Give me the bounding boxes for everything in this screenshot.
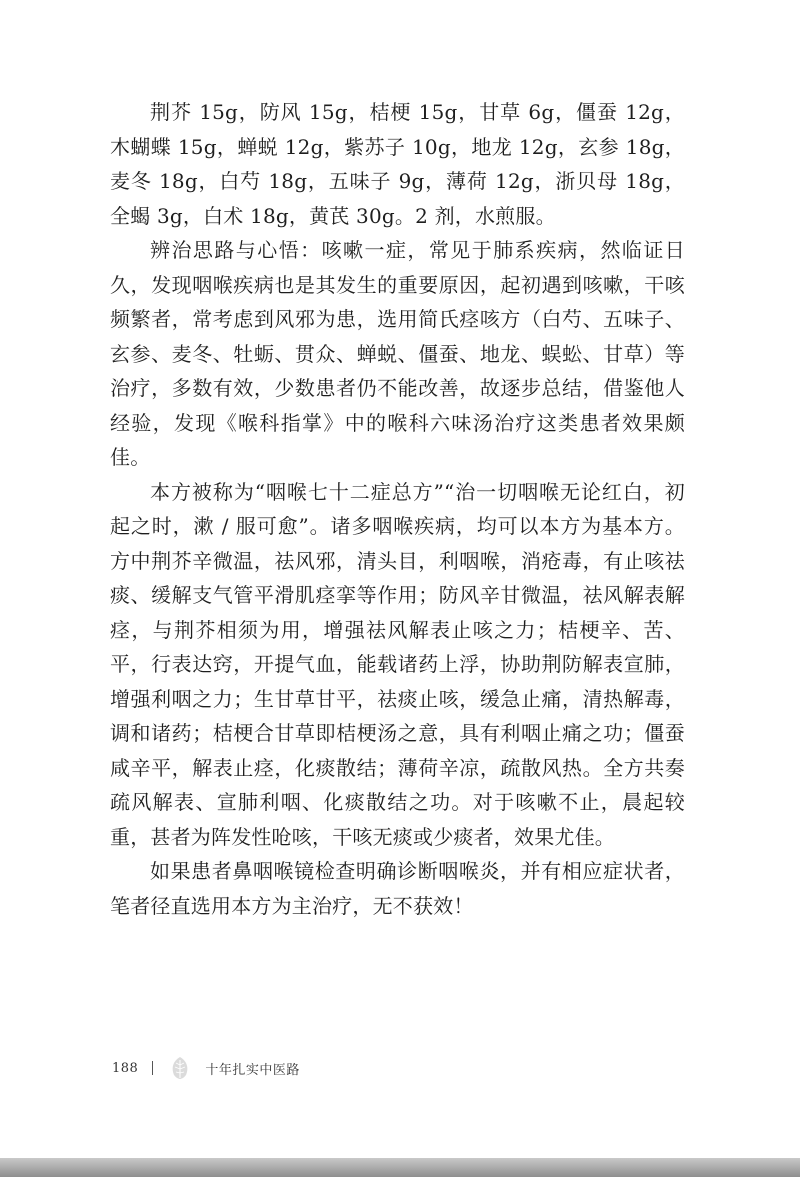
page-footer xyxy=(112,1053,300,1083)
book-title: 十年扎实中医路 xyxy=(205,1062,300,1078)
page-number: 188 xyxy=(112,1060,139,1076)
footer-divider xyxy=(152,1061,153,1075)
page-body xyxy=(110,95,685,923)
prescription-paragraph: 荆芥 15g，防风 15g，桔梗 15g，甘草 6g，僵蚕 12g，木蝴蝶 15g，蝉蜕 12g，紫苏子 10g，地龙 12g，玄参 18g，麦冬 18g，白芍 18g，五味子 9g，薄荷 12g，浙贝母 18g，全蝎 3g，白术 18g，黄芪 30g。2 剂，水煎服。 xyxy=(110,100,685,228)
conclusion-paragraph: 如果患者鼻咽喉镜检查明确诊断咽喉炎，并有相应症状者，笔者径直选用本方为主治疗，无不获效！ xyxy=(110,859,685,918)
formula-analysis-paragraph: 本方被称为“咽喉七十二症总方”“治一切咽喉无论红白，初起之时，漱 / 服可愈”。诸多咽喉疾病，均可以本方为基本方。方中荆芥辛微温，祛风邪，清头目，利咽喉，消疮毒，有止咳祛痰、缓解支气管平滑肌痉挛等作用；防风辛甘微温，祛风解表解痉，与荆芥相须为用，增强祛风解表止咳之力；桔梗辛、苦、平，行表达窍，开提气血，能载诸药上浮，协助荆防解表宣肺，增强利咽之力；生甘草甘平，祛痰止咳，缓急止痛，清热解毒，调和诸药；桔梗合甘草即桔梗汤之意，具有利咽止痛之功；僵蚕咸辛平，解表止痉，化痰散结；薄荷辛凉，疏散风热。全方共奏疏风解表、宣肺利咽、化痰散结之功。对于咳嗽不止，晨起较重，甚者为阵发性呛咳，干咳无痰或少痰者，效果尤佳。 xyxy=(110,479,685,849)
thinking-paragraph: 辨治思路与心悟：咳嗽一症，常见于肺系疾病，然临证日久，发现咽喉疾病也是其发生的重要原因，起初遇到咳嗽，干咳频繁者，常考虑到风邪为患，选用简氏痉咳方（白芍、五味子、玄参、麦冬、牡蛎、贯众、蝉蜕、僵蚕、地龙、蜈蚣、甘草）等治疗，多数有效，少数患者仍不能改善，故逐步总结，借鉴他人经验，发现《喉科指掌》中的喉科六味汤治疗这类患者效果颇佳。 xyxy=(110,238,685,469)
viewer-bottom-bar xyxy=(0,1158,800,1177)
leaf-ornament-icon xyxy=(167,1055,193,1081)
